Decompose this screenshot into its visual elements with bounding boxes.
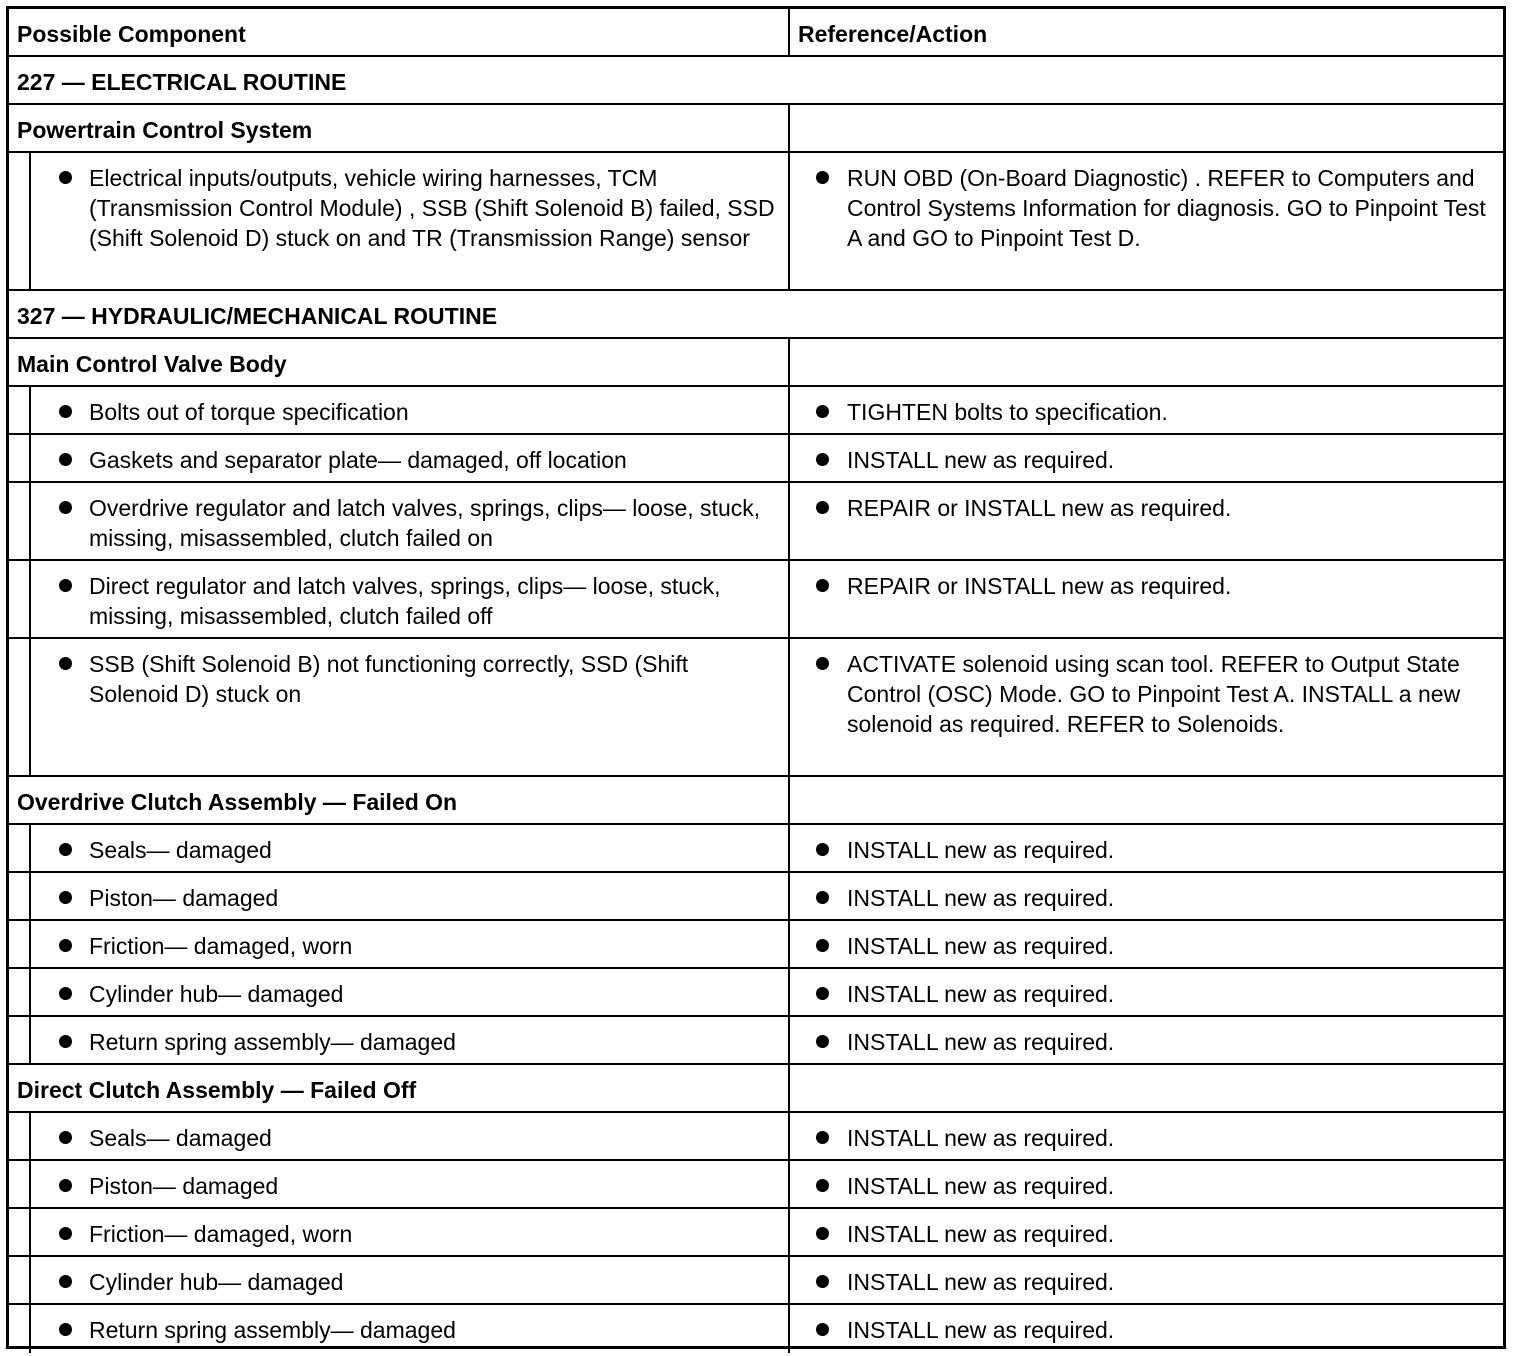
component-text: Cylinder hub— damaged bbox=[89, 981, 344, 1007]
action-cell bbox=[790, 153, 1503, 289]
action-cell bbox=[790, 1113, 1503, 1159]
component-text: Electrical inputs/outputs, vehicle wiring harnesses, TCM (Transmission Control Module) , SSB (Shift Solenoid B) failed, SSD (Shift Solenoid D) stuck on and TR (Transmission Range) sensor bbox=[89, 165, 775, 251]
section-title: Overdrive Clutch Assembly — Failed On bbox=[17, 789, 458, 815]
action-text: INSTALL new as required. bbox=[847, 1125, 1115, 1151]
table-row bbox=[9, 1209, 1503, 1257]
action-text: RUN OBD (On-Board Diagnostic) . REFER to Computers and Control Systems Information for diagnosis. GO to Pinpoint Test A and GO to Pinpoint Test D. bbox=[847, 165, 1486, 251]
bullet-icon bbox=[816, 501, 829, 514]
section-header-row bbox=[9, 339, 1503, 387]
action-text: INSTALL new as required. bbox=[847, 1269, 1115, 1295]
action-text: ACTIVATE solenoid using scan tool. REFER to Output State Control (OSC) Mode. GO to Pinpoint Test A. INSTALL a new solenoid as required. REFER to Solenoids. bbox=[847, 651, 1461, 737]
indent-column bbox=[9, 873, 31, 919]
bullet-icon bbox=[816, 1035, 829, 1048]
indent-column bbox=[9, 1113, 31, 1159]
component-text: Return spring assembly— damaged bbox=[89, 1317, 456, 1343]
table-header-row bbox=[9, 9, 1503, 57]
indent-column bbox=[9, 561, 31, 637]
component-cell bbox=[9, 1161, 790, 1207]
action-text: INSTALL new as required. bbox=[847, 1221, 1115, 1247]
bullet-icon bbox=[59, 1275, 72, 1288]
bullet-icon bbox=[59, 987, 72, 1000]
bullet-icon bbox=[59, 657, 72, 670]
action-cell bbox=[790, 561, 1503, 637]
group-title: 327 — HYDRAULIC/MECHANICAL ROUTINE bbox=[17, 303, 498, 329]
component-cell bbox=[9, 435, 790, 481]
component-cell bbox=[9, 1113, 790, 1159]
table-row bbox=[9, 921, 1503, 969]
component-text: Return spring assembly— damaged bbox=[89, 1029, 456, 1055]
indent-column bbox=[9, 1305, 31, 1353]
component-cell bbox=[9, 639, 790, 775]
component-text: Bolts out of torque specification bbox=[89, 399, 409, 425]
group-header-row bbox=[9, 57, 1503, 105]
action-cell bbox=[790, 387, 1503, 433]
indent-column bbox=[9, 153, 31, 289]
action-cell bbox=[790, 639, 1503, 775]
action-cell bbox=[790, 825, 1503, 871]
bullet-icon bbox=[816, 891, 829, 904]
component-text: Seals— damaged bbox=[89, 1125, 272, 1151]
bullet-icon bbox=[59, 453, 72, 466]
bullet-icon bbox=[59, 1035, 72, 1048]
component-text: Friction— damaged, worn bbox=[89, 1221, 353, 1247]
table-row bbox=[9, 387, 1503, 435]
bullet-icon bbox=[816, 657, 829, 670]
component-text: Gaskets and separator plate— damaged, off location bbox=[89, 447, 627, 473]
bullet-icon bbox=[816, 1227, 829, 1240]
component-cell bbox=[9, 1257, 790, 1303]
component-cell bbox=[9, 921, 790, 967]
action-cell bbox=[790, 873, 1503, 919]
section-cell bbox=[9, 1065, 790, 1111]
action-text: INSTALL new as required. bbox=[847, 981, 1115, 1007]
table-row bbox=[9, 639, 1503, 777]
component-text: Direct regulator and latch valves, springs, clips— loose, stuck, missing, misassembled, clutch failed off bbox=[89, 573, 721, 629]
indent-column bbox=[9, 435, 31, 481]
bullet-icon bbox=[59, 939, 72, 952]
bullet-icon bbox=[816, 171, 829, 184]
header-cell-component bbox=[9, 9, 790, 55]
section-cell bbox=[9, 339, 790, 385]
bullet-icon bbox=[59, 501, 72, 514]
section-empty-cell bbox=[790, 339, 1503, 385]
action-cell bbox=[790, 1017, 1503, 1063]
section-empty-cell bbox=[790, 1065, 1503, 1111]
group-header-row bbox=[9, 291, 1503, 339]
component-cell bbox=[9, 483, 790, 559]
indent-column bbox=[9, 921, 31, 967]
section-header-row bbox=[9, 1065, 1503, 1113]
action-cell bbox=[790, 1257, 1503, 1303]
bullet-icon bbox=[816, 453, 829, 466]
bullet-icon bbox=[816, 579, 829, 592]
component-cell bbox=[9, 153, 790, 289]
table-row bbox=[9, 435, 1503, 483]
action-text: REPAIR or INSTALL new as required. bbox=[847, 573, 1232, 599]
table-row bbox=[9, 483, 1503, 561]
table-row bbox=[9, 1017, 1503, 1065]
indent-column bbox=[9, 387, 31, 433]
table-row bbox=[9, 561, 1503, 639]
bullet-icon bbox=[816, 987, 829, 1000]
component-cell bbox=[9, 561, 790, 637]
bullet-icon bbox=[59, 843, 72, 856]
table-row bbox=[9, 1161, 1503, 1209]
component-cell bbox=[9, 1209, 790, 1255]
table-row bbox=[9, 825, 1503, 873]
header-component: Possible Component bbox=[17, 21, 246, 47]
component-text: Seals— damaged bbox=[89, 837, 272, 863]
component-cell bbox=[9, 873, 790, 919]
action-text: INSTALL new as required. bbox=[847, 1317, 1115, 1343]
bullet-icon bbox=[816, 1179, 829, 1192]
action-text: INSTALL new as required. bbox=[847, 885, 1115, 911]
section-empty-cell bbox=[790, 105, 1503, 151]
table-row bbox=[9, 969, 1503, 1017]
component-cell bbox=[9, 387, 790, 433]
indent-column bbox=[9, 1257, 31, 1303]
component-cell bbox=[9, 969, 790, 1015]
bullet-icon bbox=[59, 1131, 72, 1144]
bullet-icon bbox=[59, 1179, 72, 1192]
diagnostic-table bbox=[6, 6, 1506, 1349]
table-row bbox=[9, 1257, 1503, 1305]
section-cell bbox=[9, 105, 790, 151]
bullet-icon bbox=[59, 405, 72, 418]
group-title: 227 — ELECTRICAL ROUTINE bbox=[17, 69, 347, 95]
action-cell bbox=[790, 435, 1503, 481]
table-row bbox=[9, 1305, 1503, 1353]
component-text: Cylinder hub— damaged bbox=[89, 1269, 344, 1295]
table-row bbox=[9, 873, 1503, 921]
action-cell bbox=[790, 921, 1503, 967]
indent-column bbox=[9, 825, 31, 871]
action-cell bbox=[790, 969, 1503, 1015]
action-text: INSTALL new as required. bbox=[847, 447, 1115, 473]
component-text: Piston— damaged bbox=[89, 1173, 279, 1199]
table-row bbox=[9, 1113, 1503, 1161]
header-cell-action bbox=[790, 9, 1503, 55]
indent-column bbox=[9, 1161, 31, 1207]
action-cell bbox=[790, 1209, 1503, 1255]
action-text: INSTALL new as required. bbox=[847, 837, 1115, 863]
indent-column bbox=[9, 1209, 31, 1255]
action-text: INSTALL new as required. bbox=[847, 1029, 1115, 1055]
indent-column bbox=[9, 639, 31, 775]
section-cell bbox=[9, 777, 790, 823]
bullet-icon bbox=[816, 1131, 829, 1144]
bullet-icon bbox=[816, 843, 829, 856]
action-text: REPAIR or INSTALL new as required. bbox=[847, 495, 1232, 521]
bullet-icon bbox=[59, 171, 72, 184]
bullet-icon bbox=[816, 939, 829, 952]
section-title: Main Control Valve Body bbox=[17, 351, 287, 377]
bullet-icon bbox=[816, 1275, 829, 1288]
component-cell bbox=[9, 1305, 790, 1353]
action-cell bbox=[790, 1161, 1503, 1207]
bullet-icon bbox=[59, 1323, 72, 1336]
bullet-icon bbox=[816, 1323, 829, 1336]
action-text: TIGHTEN bolts to specification. bbox=[847, 399, 1168, 425]
indent-column bbox=[9, 483, 31, 559]
indent-column bbox=[9, 969, 31, 1015]
action-text: INSTALL new as required. bbox=[847, 933, 1115, 959]
table-row bbox=[9, 153, 1503, 291]
bullet-icon bbox=[59, 579, 72, 592]
component-cell bbox=[9, 825, 790, 871]
component-text: Piston— damaged bbox=[89, 885, 279, 911]
component-text: SSB (Shift Solenoid B) not functioning correctly, SSD (Shift Solenoid D) stuck on bbox=[89, 651, 689, 707]
header-action: Reference/Action bbox=[798, 21, 988, 47]
component-cell bbox=[9, 1017, 790, 1063]
action-text: INSTALL new as required. bbox=[847, 1173, 1115, 1199]
section-header-row bbox=[9, 105, 1503, 153]
section-header-row bbox=[9, 777, 1503, 825]
bullet-icon bbox=[59, 891, 72, 904]
action-cell bbox=[790, 1305, 1503, 1353]
section-title: Direct Clutch Assembly — Failed Off bbox=[17, 1077, 417, 1103]
section-empty-cell bbox=[790, 777, 1503, 823]
action-cell bbox=[790, 483, 1503, 559]
component-text: Overdrive regulator and latch valves, springs, clips— loose, stuck, missing, misassembled, clutch failed on bbox=[89, 495, 761, 551]
bullet-icon bbox=[816, 405, 829, 418]
section-title: Powertrain Control System bbox=[17, 117, 313, 143]
component-text: Friction— damaged, worn bbox=[89, 933, 353, 959]
bullet-icon bbox=[59, 1227, 72, 1240]
indent-column bbox=[9, 1017, 31, 1063]
